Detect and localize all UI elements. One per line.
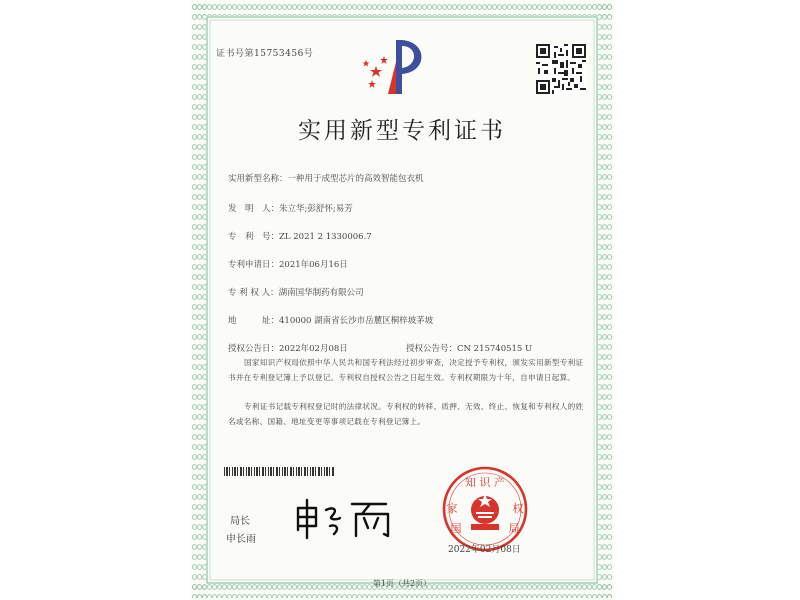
field-label: 专 利 权 人： [228, 288, 279, 298]
seal-date: 2022年02月08日 [448, 545, 521, 555]
grant-statement: 国家知识产权局依照中华人民共和国专利法经过初步审查，决定授予专利权，颁发实用新型专利证书并在专利登记簿上予以登记。专利权自授权公告之日起生效。专利权期限为十年，自申请日起算。 [228, 358, 584, 382]
field-value: 2022年02月08日 [279, 344, 348, 354]
field-inventors [228, 202, 353, 214]
field-value: 2021年06月16日 [279, 260, 348, 270]
director-signature [290, 496, 400, 540]
svg-text:国: 国 [450, 522, 462, 535]
legal-status-note: 专利证书记载专利权登记时的法律状况。专利权的转移、质押、无效、终止、恢复和专利权人的姓名或名称、国籍、地址变更等事项记载在专利登记簿上。 [228, 402, 584, 426]
page-number: 第1页（共2页） [372, 579, 432, 588]
field-label: 授权公告号： [406, 344, 458, 354]
field-value: 410000 湖南省长沙市岳麓区桐梓坡茅坡 [279, 316, 434, 326]
field-label: 专利申请日： [228, 260, 280, 270]
patent-certificate [190, 0, 614, 600]
patent-office-logo-icon [362, 36, 442, 98]
svg-text:家: 家 [446, 502, 458, 515]
field-label: 授权公告日： [228, 344, 280, 354]
svg-text:权: 权 [512, 502, 524, 515]
field-label: 专 利 号： [228, 232, 280, 242]
svg-text:知 识 产: 知 识 产 [465, 476, 505, 489]
barcode [224, 467, 334, 476]
field-grant-number [406, 342, 532, 354]
field-patent-number [228, 230, 372, 242]
field-address [228, 314, 433, 326]
field-grant-date [228, 342, 348, 354]
field-value: 湖南国华制药有限公司 [278, 288, 364, 298]
field-utility-model-name [228, 172, 424, 184]
field-application-date [228, 258, 348, 270]
field-patentee [228, 286, 364, 298]
director-name: 申长雨 [226, 534, 256, 545]
field-value: 朱立华;彭舒怀;易芳 [279, 204, 353, 214]
official-seal-icon [430, 462, 540, 552]
field-label: 发 明 人： [228, 204, 280, 214]
field-label: 实用新型名称： [228, 174, 288, 184]
field-value: 一种用于成型芯片的高效智能包衣机 [287, 174, 424, 184]
certificate-title: 实用新型专利证书 [298, 118, 506, 144]
qr-code [536, 44, 586, 94]
field-label: 地 址： [228, 316, 280, 326]
certificate-number: 证书号第15753456号 [216, 49, 314, 59]
director-title: 局长 [230, 516, 250, 527]
field-value: ZL 2021 2 1330006.7 [279, 232, 372, 242]
field-value: CN 215740515 U [457, 344, 533, 354]
svg-text:局: 局 [508, 522, 520, 535]
